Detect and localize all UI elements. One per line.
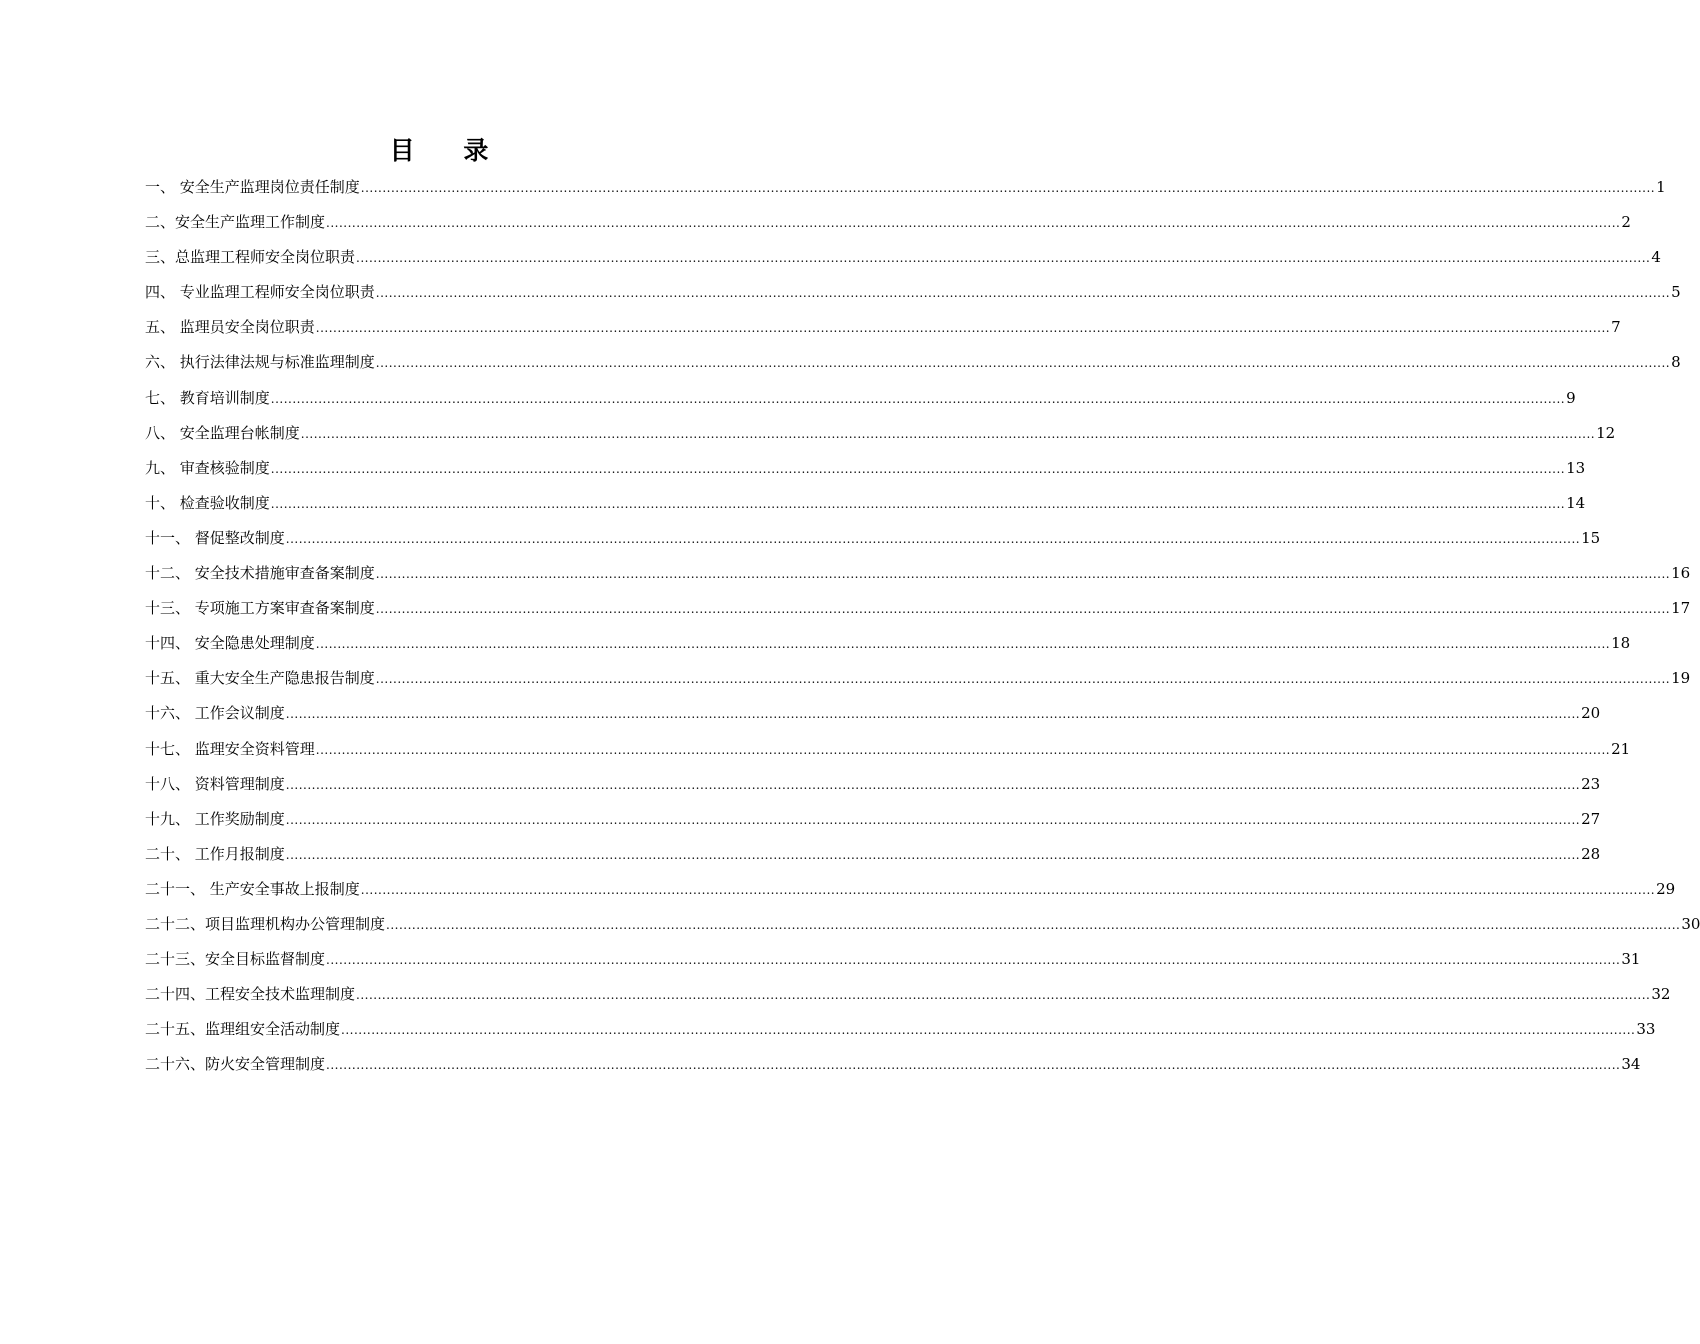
toc-entry-title: 二十一、 生产安全事故上报制度 bbox=[145, 879, 360, 898]
toc-dot-leader: ............................................................................................................................................................................................................................................................................................................ bbox=[270, 391, 1566, 406]
toc-entry-title: 十五、 重大安全生产隐患报告制度 bbox=[145, 669, 375, 688]
toc-entry[interactable] bbox=[145, 942, 1641, 977]
toc-entry-title: 十九、 工作奖励制度 bbox=[145, 809, 285, 828]
toc-entry-title: 二十六、防火安全管理制度 bbox=[145, 1055, 326, 1074]
toc-entry[interactable] bbox=[145, 626, 1631, 661]
toc-dot-leader: ............................................................................................................................................................................................................................................................................................................ bbox=[375, 356, 1671, 371]
toc-dot-leader: ............................................................................................................................................................................................................................................................................................................ bbox=[341, 1023, 1636, 1038]
toc-entry[interactable] bbox=[145, 310, 1621, 345]
toc-dot-leader: ............................................................................................................................................................................................................................................................................................................ bbox=[356, 988, 1651, 1003]
toc-entry[interactable] bbox=[145, 240, 1661, 275]
toc-dot-leader: ............................................................................................................................................................................................................................................................................................................ bbox=[326, 216, 1621, 231]
toc-page-number: 34 bbox=[1621, 1055, 1641, 1074]
toc-dot-leader: ............................................................................................................................................................................................................................................................................................................ bbox=[285, 847, 1581, 862]
toc-dot-leader: ............................................................................................................................................................................................................................................................................................................ bbox=[356, 251, 1651, 266]
toc-entry-title: 七、 教育培训制度 bbox=[145, 388, 270, 407]
toc-dot-leader: ............................................................................................................................................................................................................................................................................................................ bbox=[285, 777, 1581, 792]
toc-page-number: 20 bbox=[1581, 704, 1601, 723]
toc-entry-title: 十一、 督促整改制度 bbox=[145, 528, 285, 547]
toc-entry-title: 一、 安全生产监理岗位责任制度 bbox=[145, 178, 360, 196]
toc-dot-leader: ............................................................................................................................................................................................................................................................................................................ bbox=[270, 461, 1566, 476]
toc-entry-title: 十三、 专项施工方案审查备案制度 bbox=[145, 599, 375, 618]
toc-page-number: 12 bbox=[1596, 423, 1616, 442]
toc-entry-title: 十六、 工作会议制度 bbox=[145, 704, 285, 723]
toc-entry-title: 五、 监理员安全岗位职责 bbox=[145, 318, 315, 337]
toc-entry[interactable] bbox=[145, 661, 1691, 696]
toc-dot-leader: ............................................................................................................................................................................................................................................................................................................ bbox=[375, 567, 1671, 582]
toc-dot-leader: ............................................................................................................................................................................................................................................................................................................ bbox=[375, 672, 1671, 687]
toc-page-number: 31 bbox=[1621, 950, 1641, 969]
toc-dot-leader: ............................................................................................................................................................................................................................................................................................................ bbox=[285, 707, 1581, 722]
toc-entry-title: 十八、 资料管理制度 bbox=[145, 774, 285, 793]
toc-entry[interactable] bbox=[145, 345, 1681, 380]
toc-page-number: 23 bbox=[1581, 774, 1601, 793]
toc-dot-leader: ............................................................................................................................................................................................................................................................................................................ bbox=[375, 286, 1671, 301]
toc-page-number: 18 bbox=[1611, 634, 1631, 653]
toc-entry-title: 十、 检查验收制度 bbox=[145, 493, 270, 512]
toc-entry[interactable] bbox=[145, 802, 1601, 837]
toc-page-number: 7 bbox=[1611, 318, 1621, 337]
toc-page-number: 15 bbox=[1581, 528, 1601, 547]
toc-entry-title: 二、安全生产监理工作制度 bbox=[145, 213, 326, 232]
toc-page-number: 5 bbox=[1671, 283, 1681, 302]
toc-entry-title: 十二、 安全技术措施审查备案制度 bbox=[145, 564, 375, 583]
toc-entry[interactable] bbox=[145, 872, 1676, 907]
toc-entry-title: 十七、 监理安全资料管理 bbox=[145, 739, 315, 758]
toc-dot-leader: ............................................................................................................................................................................................................................................................................................................ bbox=[326, 1058, 1621, 1073]
toc-page-number: 16 bbox=[1671, 564, 1691, 583]
toc-dot-leader: ............................................................................................................................................................................................................................................................................................................ bbox=[315, 321, 1611, 336]
toc-entry-title: 三、总监理工程师安全岗位职责 bbox=[145, 248, 356, 267]
toc-dot-leader: ............................................................................................................................................................................................................................................................................................................ bbox=[285, 812, 1581, 827]
toc-dot-leader: ............................................................................................................................................................................................................................................................................................................ bbox=[386, 917, 1681, 932]
toc-entry[interactable] bbox=[145, 170, 1666, 205]
toc-page-number: 8 bbox=[1671, 353, 1681, 372]
toc-page-number: 29 bbox=[1656, 879, 1676, 898]
toc-dot-leader: ............................................................................................................................................................................................................................................................................................................ bbox=[326, 953, 1621, 968]
toc-entry-title: 四、 专业监理工程师安全岗位职责 bbox=[145, 283, 375, 302]
toc-entry-title: 十四、 安全隐患处理制度 bbox=[145, 634, 315, 653]
toc-entry[interactable] bbox=[145, 767, 1601, 802]
toc-page-number: 21 bbox=[1611, 739, 1631, 758]
toc-entry[interactable] bbox=[145, 907, 1700, 942]
toc-page-number: 19 bbox=[1671, 669, 1691, 688]
table-of-contents bbox=[145, 170, 1700, 1082]
toc-entry[interactable] bbox=[145, 556, 1691, 591]
toc-page-number: 17 bbox=[1671, 599, 1691, 618]
toc-entry[interactable] bbox=[145, 591, 1691, 626]
toc-entry[interactable] bbox=[145, 486, 1586, 521]
toc-page-number: 28 bbox=[1581, 844, 1601, 863]
toc-page-number: 2 bbox=[1621, 213, 1631, 232]
toc-page-number: 13 bbox=[1566, 458, 1586, 477]
toc-dot-leader: ............................................................................................................................................................................................................................................................................................................ bbox=[360, 882, 1656, 897]
toc-entry-title: 六、 执行法律法规与标准监理制度 bbox=[145, 353, 375, 372]
toc-entry-title: 二十三、安全目标监督制度 bbox=[145, 950, 326, 969]
toc-entry[interactable] bbox=[145, 977, 1671, 1012]
toc-entry[interactable] bbox=[145, 1047, 1641, 1082]
toc-entry[interactable] bbox=[145, 205, 1631, 240]
toc-dot-leader: ............................................................................................................................................................................................................................................................................................................ bbox=[315, 637, 1611, 652]
toc-entry[interactable] bbox=[145, 696, 1601, 731]
toc-entry-title: 八、 安全监理台帐制度 bbox=[145, 423, 300, 442]
toc-entry[interactable] bbox=[145, 451, 1586, 486]
document-title: 目 录 bbox=[389, 136, 509, 165]
toc-page-number: 32 bbox=[1651, 985, 1671, 1004]
toc-dot-leader: ............................................................................................................................................................................................................................................................................................................ bbox=[315, 742, 1611, 757]
toc-page-number: 4 bbox=[1651, 248, 1661, 267]
toc-entry-title: 二十、 工作月报制度 bbox=[145, 844, 285, 863]
toc-entry[interactable] bbox=[145, 521, 1601, 556]
toc-dot-leader: ............................................................................................................................................................................................................................................................................................................ bbox=[285, 531, 1581, 546]
toc-entry[interactable] bbox=[145, 416, 1616, 451]
toc-dot-leader: ............................................................................................................................................................................................................................................................................................................ bbox=[375, 602, 1671, 617]
toc-dot-leader: ............................................................................................................................................................................................................................................................................................................ bbox=[300, 426, 1596, 441]
toc-page-number: 14 bbox=[1566, 493, 1586, 512]
toc-page-number: 30 bbox=[1681, 914, 1700, 933]
toc-page-number: 27 bbox=[1581, 809, 1601, 828]
toc-page-number: 33 bbox=[1636, 1020, 1656, 1039]
toc-entry[interactable] bbox=[145, 275, 1681, 310]
toc-dot-leader: ............................................................................................................................................................................................................................................................................................................ bbox=[360, 181, 1656, 195]
toc-entry-title: 二十四、工程安全技术监理制度 bbox=[145, 985, 356, 1004]
toc-entry-title: 二十五、监理组安全活动制度 bbox=[145, 1020, 341, 1039]
toc-entry[interactable] bbox=[145, 1012, 1656, 1047]
toc-entry-title: 九、 审查核验制度 bbox=[145, 458, 270, 477]
toc-entry[interactable] bbox=[145, 732, 1631, 767]
toc-dot-leader: ............................................................................................................................................................................................................................................................................................................ bbox=[270, 496, 1566, 511]
toc-entry-title: 二十二、项目监理机构办公管理制度 bbox=[145, 914, 386, 933]
toc-entry[interactable] bbox=[145, 837, 1601, 872]
toc-page-number: 9 bbox=[1566, 388, 1576, 407]
toc-page-number: 1 bbox=[1656, 178, 1666, 196]
toc-entry[interactable] bbox=[145, 381, 1576, 416]
